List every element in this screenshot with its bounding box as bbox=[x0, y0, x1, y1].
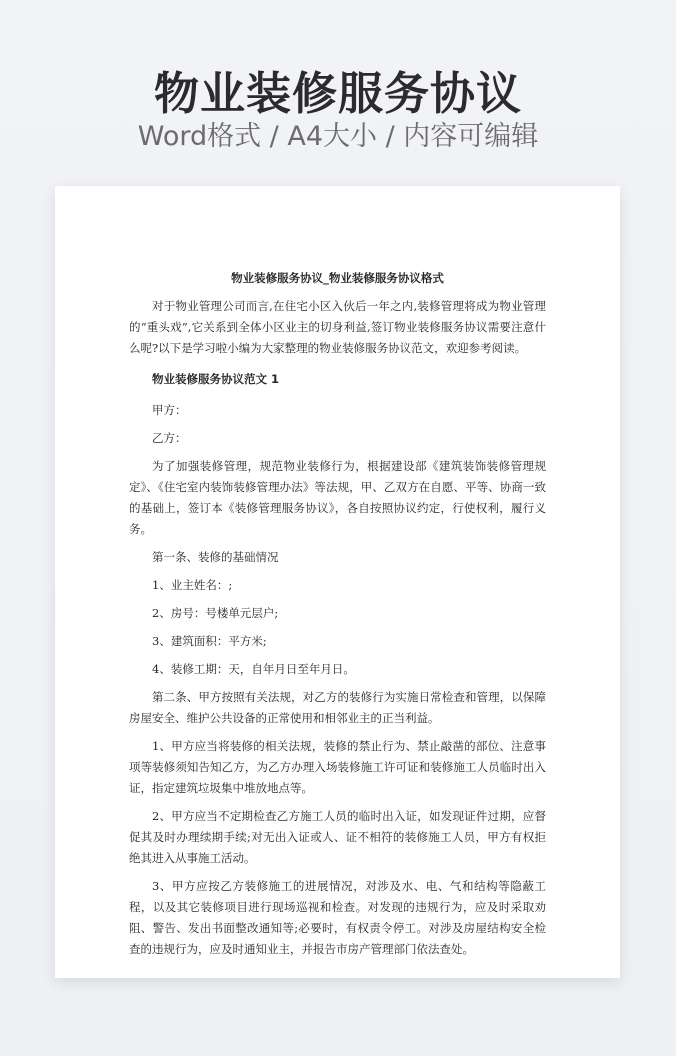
article-1-item-4: 4、装修工期：天，自年月日至年月日。 bbox=[152, 662, 355, 676]
article-1-title: 第一条、装修的基础情况 bbox=[152, 550, 279, 564]
clause-2-paragraph: 2、甲方应当不定期检查乙方施工人员的临时出入证，如发现证件过期，应督促其及时办理续期手续;对无出入证或人、证不相符的装修施工人员，甲方有权拒绝其进入从事施工活动。 bbox=[129, 809, 546, 865]
document-page bbox=[55, 186, 620, 978]
article-1-item-1: 1、业主姓名：; bbox=[152, 578, 233, 592]
page-header bbox=[0, 0, 676, 180]
intro-paragraph: 对于物业管理公司而言,在住宅小区入伙后一年之内,装修管理将成为物业管理的“重头戏”,它关系到全体小区业主的切身利益,签订物业装修服务协议需要注意什么呢?以下是学习啦小编为大家整理的物业装修服务协议范文，欢迎参考阅读。 bbox=[129, 299, 546, 355]
party-a-line: 甲方： bbox=[152, 403, 187, 417]
clause-3-paragraph: 3、甲方应按乙方装修施工的进展情况，对涉及水、电、气和结构等隐蔽工程，以及其它装修项目进行现场巡视和检查。对发现的违规行为，应及时采取劝阻、警告、发出书面整改通知等;必要时，有权责令停工。对涉及房屋结构安全检查的违规行为，应及时通知业主，并报告市房产管理部门依法查处。 bbox=[129, 879, 546, 956]
article-2-paragraph: 第二条、甲方按照有关法规，对乙方的装修行为实施日常检查和管理，以保障房屋安全、维护公共设备的正常使用和相邻业主的正当利益。 bbox=[129, 690, 546, 725]
article-1-item-3: 3、建筑面积：平方米; bbox=[152, 634, 267, 648]
sample-heading: 物业装修服务协议范文 1 bbox=[152, 372, 280, 386]
preamble-paragraph: 为了加强装修管理，规范物业装修行为，根据建设部《建筑装饰装修管理规定》、《住宅室内装饰装修管理办法》等法规，甲、乙双方在自愿、平等、协商一致的基础上，签订本《装修管理服务协议》，各自按照协议约定，行使权利，履行义务。 bbox=[129, 459, 546, 536]
clause-1-paragraph: 1、甲方应当将装修的相关法规，装修的禁止行为、禁止敲凿的部位、注意事项等装修须知告知乙方，为乙方办理入场装修施工许可证和装修施工人员临时出入证，指定建筑垃圾集中堆放地点等。 bbox=[129, 739, 546, 795]
article-1-item-2: 2、房号：号楼单元层户; bbox=[152, 606, 279, 620]
document-title: 物业装修服务协议_物业装修服务协议格式 bbox=[231, 271, 444, 285]
page-subtitle: Word格式 / A4大小 / 内容可编辑 bbox=[137, 121, 539, 152]
page-title: 物业装修服务协议 bbox=[153, 67, 522, 120]
party-b-line: 乙方： bbox=[152, 431, 187, 445]
